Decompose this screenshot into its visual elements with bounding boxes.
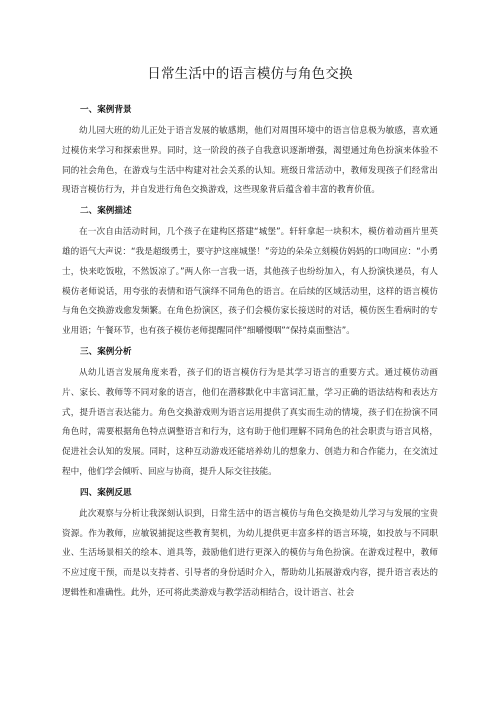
section-paragraph: 幼儿园大班的幼儿正处于语言发展的敏感期，他们对周围环境中的语言信息极为敏感，喜欢通过模仿来学习和探索世界。同时，这一阶段的孩子自我意识逐渐增强，渴望通过角色扮演来体验不同的社会角色，在游戏与生活中构建对社会关系的认知。班级日常活动中，教师发现孩子们经常出现语言模仿行为，并自发进行角色交换游戏，这些现象背后蕴含着丰富的教育价值。 (62, 126, 438, 196)
section-heading: 三、案例分析 (80, 346, 132, 357)
section-paragraph: 从幼儿语言发展角度来看，孩子们的语言模仿行为是其学习语言的重要方式。通过模仿动画片、家长、教师等不同对象的语言，他们在潜移默化中丰富词汇量，学习正确的语法结构和表达方式，提升语言表达能力。角色交换游戏则为语言运用提供了真实而生动的情境，孩子们在扮演不同角色时，需要根据角色特点调整语言和行为，这有助于他们理解不同角色的社会职责与语言风格，促进社会认知的发展。同时，这种互动游戏还能培养幼儿的想象力、创造力和合作能力，在交流过程中，他们学会倾听、回应与协商，提升人际交往技能。 (62, 367, 438, 477)
section-paragraph: 此次观察与分析让我深刻认识到，日常生活中的语言模仿与角色交换是幼儿学习与发展的宝贵资源。作为教师，应敏锐捕捉这些教育契机，为幼儿提供更丰富多样的语言环境，如投放与不同职业、生活场景相关的绘本、道具等，鼓励他们进行更深入的模仿与角色扮演。在游戏过程中，教师不应过度干预，而是以支持者、引导者的身份适时介入，帮助幼儿拓展游戏内容，提升语言表达的逻辑性和准确性。此外，还可将此类游戏与教学活动相结合，设计语言、社会 (62, 508, 438, 598)
section-reflection (62, 487, 438, 604)
section-heading: 四、案例反思 (80, 487, 132, 498)
document-title: 日常生活中的语言模仿与角色交换 (147, 66, 353, 82)
section-background (62, 104, 438, 201)
section-heading: 二、案例描述 (80, 206, 132, 217)
section-heading: 一、案例背景 (80, 105, 132, 115)
section-analysis (62, 346, 438, 483)
section-paragraph: 在一次自由活动时间，几个孩子在建构区搭建“城堡”。轩轩拿起一块积木，模仿着动画片里英雄的语气大声说：“我是超级勇士，要守护这座城堡！”旁边的朵朵立刻模仿妈妈的口吻回应：“小勇士，快来吃饭啦，不然饭凉了。”两人你一言我一语，其他孩子也纷纷加入，有人扮演快递员，有人模仿老师说话，用夸张的表情和语气演绎不同角色的语言。在后续的区域活动里，这样的语言模仿与角色交换游戏愈发频繁。在角色扮演区，孩子们会模仿家长接送时的对话，模仿医生看病时的专业用语；午餐环节，也有孩子模仿老师提醒同伴“细嚼慢咽”“保持桌面整洁”。 (62, 227, 438, 337)
section-description (62, 205, 438, 342)
